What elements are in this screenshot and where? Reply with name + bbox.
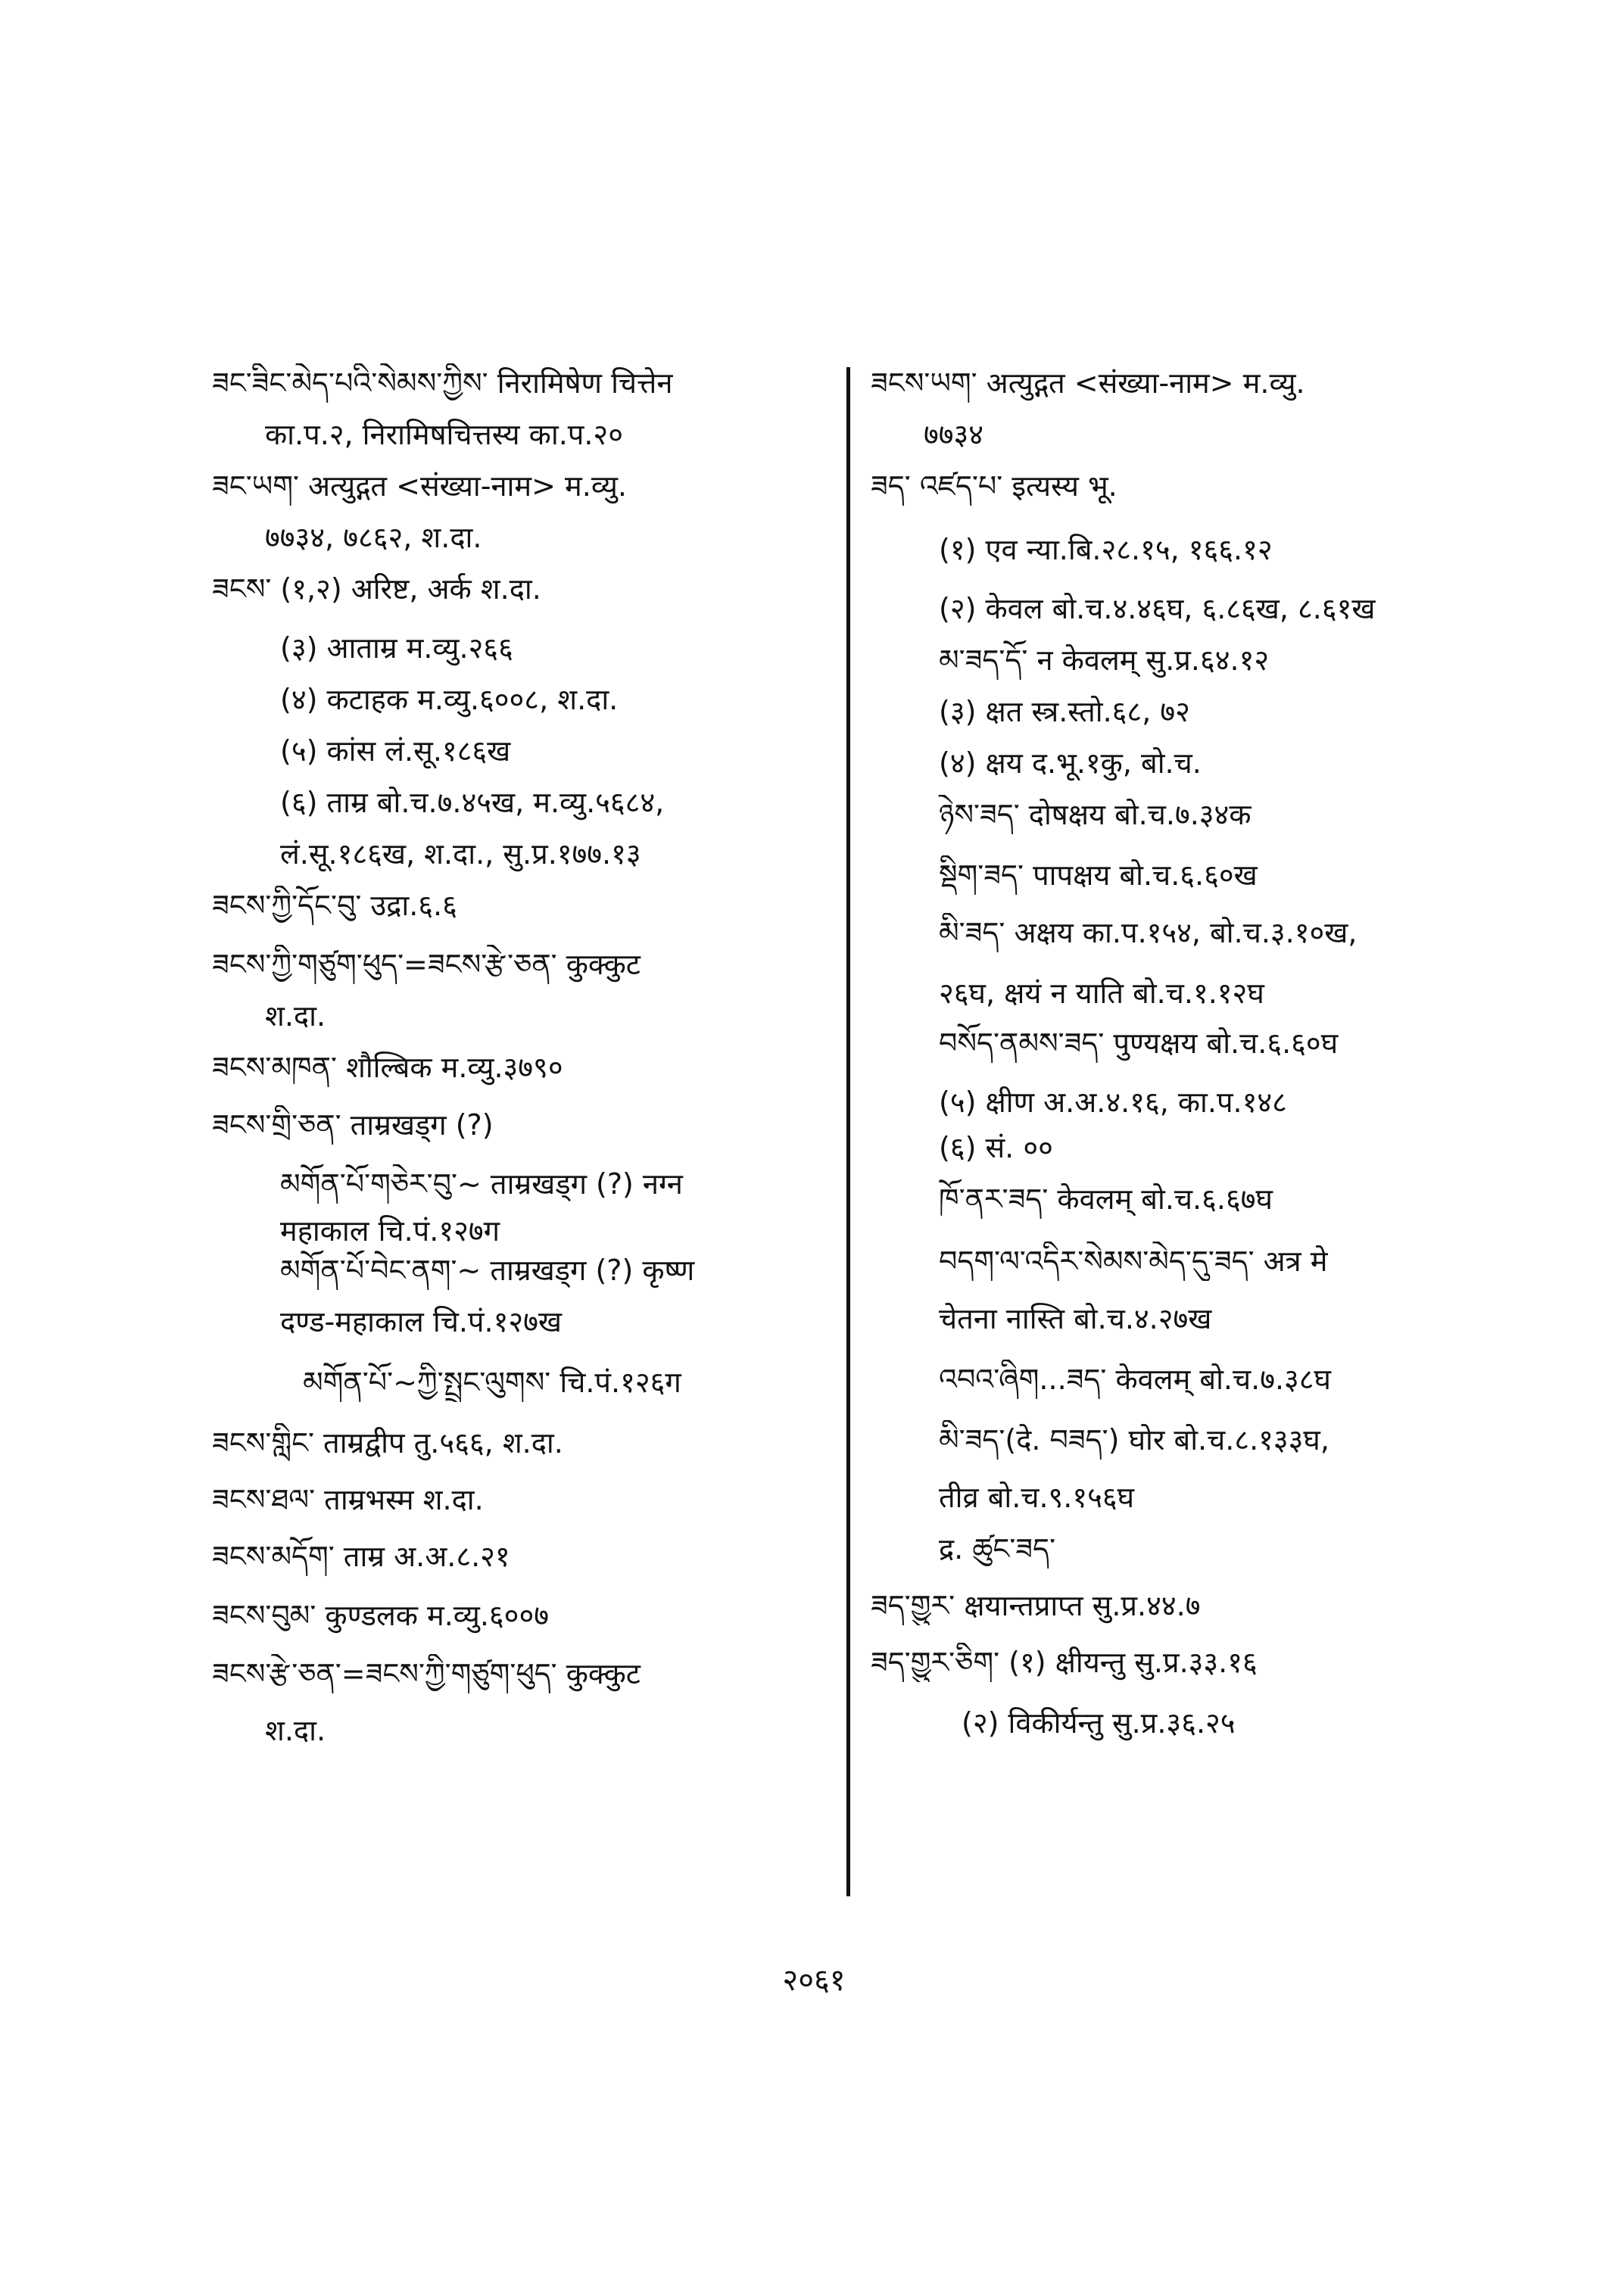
left-entry-line: (५) कांस लं.सू.१८६ख	[280, 734, 511, 768]
left-entry-line: ཟངས་ཀྱི་དོང་བུ་ उद्रा.६.६	[212, 889, 457, 922]
right-entry-line: ཟད་གྱུར་ཅིག་ (१) क्षीयन्तु सु.प्र.३३.१६	[871, 1646, 1258, 1679]
left-entry-line: ཟངས་བུམ་ कुण्डलक म.व्यु.६००७	[212, 1599, 549, 1632]
right-entry-line: तीव्र बो.च.९.१५६घ	[939, 1481, 1135, 1514]
left-entry-line: (४) कटाहक म.व्यु.६००८, श.दा.	[280, 683, 619, 716]
right-entry-line: མ་ཟད་དོ་ न केवलम् सु.प्र.६४.१२	[939, 643, 1270, 677]
right-entry-line: ७७३४	[924, 418, 984, 451]
right-entry-line: བདག་ལ་འདིར་སེམས་མེད་དུ་ཟད་ अत्र मे	[939, 1245, 1328, 1278]
left-entry-line: श.दा.	[265, 999, 326, 1033]
right-entry-line: ཟད་ འཛད་པ་ इत्यस्य भू.	[871, 469, 1117, 503]
left-entry-line: (६) ताम्र बो.च.७.४५ख, म.व्यु.५६८४,	[280, 786, 665, 819]
column-divider	[846, 367, 850, 1896]
right-entry-line: ཟད་གྱུར་ क्षयान्तप्राप्त सु.प्र.४४.७	[871, 1589, 1201, 1622]
left-entry-line: ཟང་ཡག་ अत्युद्गत <संख्या-नाम> म.व्यु.	[212, 469, 627, 503]
left-entry-line: ཟངས་གླིང་ ताम्रद्वीप तु.५६६, श.दा.	[212, 1426, 563, 1460]
left-entry-line: का.प.२, निरामिषचित्तस्य का.प.२०	[265, 418, 623, 451]
right-entry-line: ཁོ་ནར་ཟད་ केवलम् बो.च.६.६७घ	[939, 1182, 1273, 1216]
left-entry-line: ཟངས་རྩེ་ཅན་=ཟངས་ཀྱི་གཙུག་ཕུད་ कुक्कुट	[212, 1657, 641, 1690]
left-entry-line: ཟངས་ (१,२) अरिष्ट, अर्क श.दा.	[212, 572, 541, 606]
right-entry-line: ཟངས་ཡག་ अत्युद्गत <संख्या-नाम> म.व्यु.	[871, 366, 1305, 400]
left-entry-line: ཟངས་ཀྱི་གཙུག་ཕུད་=ཟངས་རྩེ་ཅན་ कुक्कुट	[212, 948, 641, 981]
right-entry-line: འབའ་ཞིག...ཟད་ केवलम् बो.च.७.३८घ	[939, 1363, 1332, 1396]
right-entry-line: བསོད་ནམས་ཟད་ पुण्यक्षय बो.च.६.६०घ	[939, 1027, 1339, 1060]
right-entry-line: (१) एव न्या.बि.२८.१५, १६६.१२	[939, 533, 1273, 566]
right-entry-line: (२) केवल बो.च.४.४६घ, ६.८६ख, ८.६१ख	[939, 592, 1376, 625]
left-entry-line: (३) आताम्र म.व्यु.२६६	[280, 631, 513, 665]
left-entry-line: ཟངས་གྲི་ཅན་ ताम्रखड्ग (?)	[212, 1108, 494, 1142]
page-number: २०६१	[782, 1963, 846, 1998]
left-entry-line: श.दा.	[265, 1714, 326, 1747]
right-entry-line: (३) क्षत स्त्र.स्तो.६८, ७२	[939, 695, 1190, 728]
right-entry-line: (६) सं. ००	[939, 1131, 1053, 1164]
left-entry-line: ཟངས་མཁན་ शौल्बिक म.व्यु.३७९०	[212, 1051, 563, 1084]
right-entry-line: २६घ, क्षयं न याति बो.च.१.१२घ	[939, 977, 1264, 1010]
left-entry-line: ७७३४, ७८६२, श.दा.	[265, 521, 482, 554]
left-entry-line: མགོན་པོ་གཅེར་བུ་~ ताम्रखड्ग (?) नग्न	[280, 1167, 683, 1201]
right-entry-line: མི་ཟད་ अक्षय का.प.१५४, बो.च.३.१०ख,	[939, 916, 1357, 949]
right-entry-line: द्र. ཚུང་ཟད་	[939, 1532, 1056, 1566]
right-entry-line: ཉེས་ཟད་ दोषक्षय बो.च.७.३४क	[939, 798, 1252, 831]
left-entry-line: མགོན་པོ་བེང་ནག་~ ताम्रखड्ग (?) कृष्ण	[280, 1254, 695, 1287]
left-entry-line: ཟངས་ཐལ་ ताम्रभस्म श.दा.	[212, 1483, 484, 1516]
right-entry-line: (५) क्षीण अ.अ.४.१६, का.प.१४८	[939, 1086, 1287, 1119]
right-entry-line: (२) विकीर्यन्तु सु.प्र.३६.२५	[962, 1706, 1236, 1740]
right-entry-line: མི་ཟད་(दे. བཟད་) घोर बो.च.८.१३३घ,	[939, 1423, 1329, 1456]
left-entry-line: ཟངས་མདོག་ ताम्र अ.अ.८.२१	[212, 1540, 510, 1573]
left-entry-line: दण्ड-महाकाल चि.पं.१२७ख	[280, 1305, 562, 1338]
left-entry-line: लं.सू.१८६ख, श.दा., सु.प्र.१७७.१३	[280, 837, 641, 871]
right-entry-line: (४) क्षय द.भू.१कु, बो.च.	[939, 746, 1202, 780]
left-entry-line: མགོན་པོ་~ཀྱི་སྤྲང་ལུགས་ चि.पं.१२६ग	[303, 1366, 681, 1399]
right-entry-line: སྡིག་ཟད་ पापक्षय बो.च.६.६०ख	[939, 858, 1258, 892]
left-entry-line: महाकाल चि.पं.१२७ग	[280, 1214, 500, 1248]
right-entry-line: चेतना नास्ति बो.च.४.२७ख	[939, 1302, 1212, 1335]
left-entry-line: ཟང་ཟིང་མེད་པའི་སེམས་ཀྱིས་ निरामिषेण चित्तेन	[212, 366, 673, 400]
